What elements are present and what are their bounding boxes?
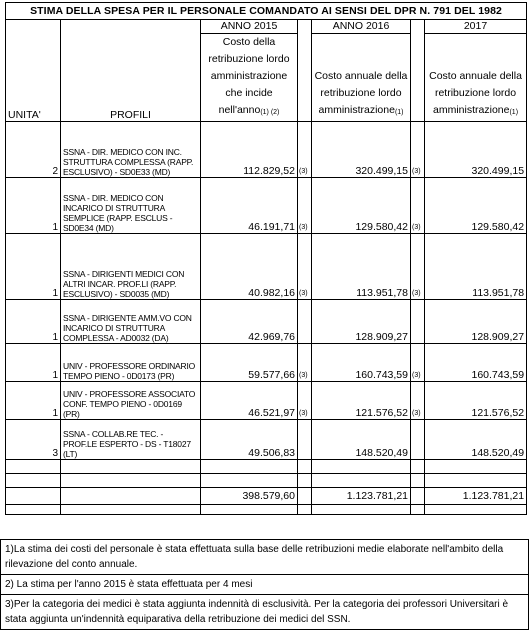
unit-count: 1: [6, 344, 61, 382]
table-row: [6, 234, 527, 300]
profiles-column-header: PROFILI: [61, 34, 201, 122]
unit-count: 1: [6, 382, 61, 420]
cost-2015: 59.577,66: [201, 344, 298, 382]
profile-name: UNIV - PROFESSORE ORDINARIO TEMPO PIENO - 0D0173 (PR): [61, 344, 201, 382]
cost-2017-header: Costo annuale della retribuzione lordo amministrazione$_{(1)}$: [425, 34, 527, 122]
table-row: [6, 344, 527, 382]
unit-count: 3: [6, 420, 61, 460]
cost-2017: 113.951,78: [425, 234, 527, 300]
cost-2015: 46.191,71: [201, 178, 298, 234]
profile-name: SSNA - COLLAB.RE TEC. - PROF.LE ESPERTO - DS - T18027 (LT): [61, 420, 201, 460]
total-2015: 398.579,60: [201, 488, 298, 505]
notes-table: [0, 539, 529, 630]
table-row: [6, 300, 527, 344]
cost-2016: 148.520,49: [312, 420, 411, 460]
cost-table: [5, 2, 527, 515]
cost-2015: 46.521,97: [201, 382, 298, 420]
empty-row: [6, 460, 527, 474]
totals-row: [6, 488, 527, 505]
cost-2017: 129.580,42: [425, 178, 527, 234]
profile-name: SSNA - DIRIGENTI MEDICI CON ALTRI INCAR. PROF.LI (RAPP. ESCLUSIVO) - SD0035 (MD): [61, 234, 201, 300]
cost-2015-header: Costo della retribuzione lordo amministrazione che incide nell'anno$_{(1) (2)}$: [201, 34, 298, 122]
note-3: 3)Per la categoria dei medici è stata aggiunta indennità di esclusività. Per la categoria dei professori Universitari è stata aggiunta un'indennità equiparativa della retribuzione dei medici del SSN.: [1, 595, 529, 630]
profile-name: SSNA - DIR. MEDICO CON INCARICO DI STRUTTURA SEMPLICE (RAPP. ESCLUS - SD0E34 (MD): [61, 178, 201, 234]
note-ref-2016: (3): [411, 178, 425, 234]
year-2016-header: ANNO 2016: [312, 20, 411, 34]
cost-2015: 112.829,52: [201, 122, 298, 178]
profile-name: SSNA - DIR. MEDICO CON INC. STRUTTURA COMPLESSA (RAPP. ESCLUSIVO) - SD0E33 (MD): [61, 122, 201, 178]
cost-2016-header: Costo annuale della retribuzione lordo amministrazione$_{(1)}$: [312, 34, 411, 122]
total-2016: 1.123.781,21: [312, 488, 411, 505]
cost-2015: 42.969,76: [201, 300, 298, 344]
note-ref-2015: (3): [298, 382, 312, 420]
year-2015-header: ANNO 2015: [201, 20, 298, 34]
note-ref-2016: (3): [411, 344, 425, 382]
note-ref-2016: [411, 300, 425, 344]
unit-column-header: UNITA': [6, 34, 61, 122]
year-2017-header: 2017: [425, 20, 527, 34]
table-row: [6, 178, 527, 234]
total-2017: 1.123.781,21: [425, 488, 527, 505]
cost-2016: 121.576,52: [312, 382, 411, 420]
note-ref-2016: [411, 420, 425, 460]
note-ref-2015: [298, 420, 312, 460]
cost-2017: 148.520,49: [425, 420, 527, 460]
note-ref-2015: (3): [298, 178, 312, 234]
cost-2015: 40.982,16: [201, 234, 298, 300]
cost-2016: 160.743,59: [312, 344, 411, 382]
note-ref-2015: (3): [298, 122, 312, 178]
empty-row: [6, 505, 527, 515]
note-ref-2016: (3): [411, 382, 425, 420]
table-title: STIMA DELLA SPESA PER IL PERSONALE COMANDATO AI SENSI DEL DPR N. 791 DEL 1982: [6, 3, 527, 20]
cost-2015: 49.506,83: [201, 420, 298, 460]
profile-rows: [6, 122, 527, 460]
note-ref-2016: (3): [411, 122, 425, 178]
note-1: 1)La stima dei costi del personale è stata effettuata sulla base delle retribuzioni medie elaborate nell'ambito della rilevazione del conto annuale.: [1, 540, 529, 575]
unit-count: 2: [6, 122, 61, 178]
cost-2017: 320.499,15: [425, 122, 527, 178]
note-ref-2015: [298, 300, 312, 344]
note-2: 2) La stima per l'anno 2015 è stata effettuata per 4 mesi: [1, 575, 529, 595]
unit-count: 1: [6, 300, 61, 344]
cost-2016: 128.909,27: [312, 300, 411, 344]
note-ref-2015: (3): [298, 234, 312, 300]
table-row: [6, 420, 527, 460]
cost-2017: 121.576,52: [425, 382, 527, 420]
cost-2016: 129.580,42: [312, 178, 411, 234]
table-row: [6, 382, 527, 420]
unit-count: 1: [6, 178, 61, 234]
table-row: [6, 122, 527, 178]
cost-2017: 128.909,27: [425, 300, 527, 344]
profile-name: SSNA - DIRIGENTE AMM.VO CON INCARICO DI STRUTTURA COMPLESSA - AD0032 (DA): [61, 300, 201, 344]
cost-2016: 320.499,15: [312, 122, 411, 178]
note-ref-2016: (3): [411, 234, 425, 300]
unit-count: 1: [6, 234, 61, 300]
empty-row: [6, 474, 527, 488]
profile-name: UNIV - PROFESSORE ASSOCIATO CONF. TEMPO PIENO - 0D0169 (PR): [61, 382, 201, 420]
note-ref-2015: (3): [298, 344, 312, 382]
cost-2016: 113.951,78: [312, 234, 411, 300]
cost-2017: 160.743,59: [425, 344, 527, 382]
